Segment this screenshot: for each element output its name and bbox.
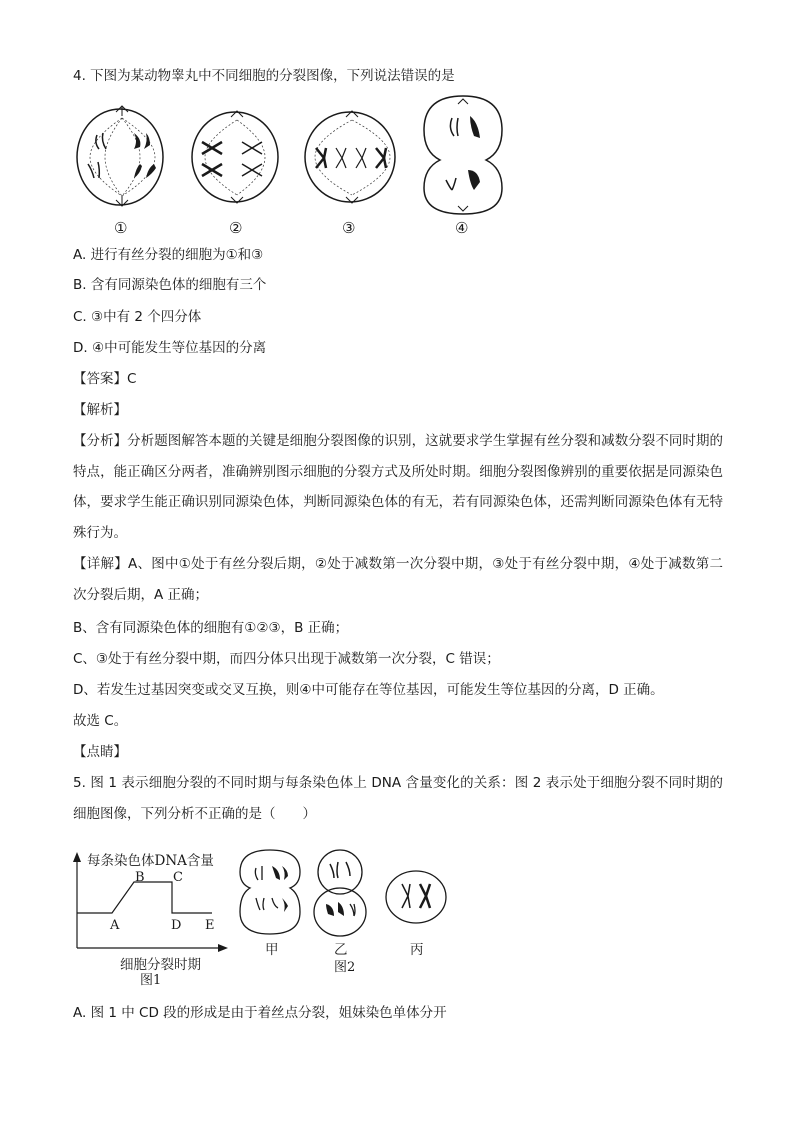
fig1-point-a: A xyxy=(110,918,120,933)
fig2-label-jia: 甲 xyxy=(265,942,279,958)
fig2-label-yi: 乙 xyxy=(334,942,348,958)
q4-option-d: D. ④中可能发生等位基因的分离 xyxy=(73,340,267,356)
q4-stem: 4. 下图为某动物睾丸中不同细胞的分裂图像，下列说法错误的是 xyxy=(73,68,455,84)
answer-line xyxy=(73,369,136,389)
explanation-d: D、若发生过基因突变或交叉互换，则④中可能存在等位基因，可能发生等位基因的分离，D 正确。 xyxy=(73,682,664,698)
cell-3-diagram xyxy=(305,111,395,203)
explanation-b: B、含有同源染色体的细胞有①②③，B 正确； xyxy=(73,620,349,636)
fig2-label-bing: 丙 xyxy=(410,942,424,958)
conclusion: 故选 C。 xyxy=(73,713,128,729)
fig1-point-c: C xyxy=(173,870,183,885)
cell-bing-diagram xyxy=(386,871,446,923)
figure-label-2: ② xyxy=(229,219,243,237)
cell-yi-diagram xyxy=(314,850,366,936)
figure-label-1: ① xyxy=(114,219,128,237)
xiangjie-paragraph xyxy=(73,549,723,610)
dianjing-tag: 【点睛】 xyxy=(73,744,127,760)
xiangjie-tag: 【详解】 xyxy=(73,556,129,572)
xiangjie-text: A、图中①处于有丝分裂后期，②处于减数第一次分裂中期，③处于有丝分裂中期，④处于减数第二次分裂后期，A 正确； xyxy=(73,556,723,603)
explanation-c: C、③处于有丝分裂中期，而四分体只出现于减数第一次分裂，C 错误； xyxy=(73,651,500,667)
fenxi-paragraph xyxy=(73,426,723,548)
figure-label-3: ③ xyxy=(342,219,356,237)
fig1-point-d: D xyxy=(171,918,182,933)
q4-option-c: C. ③中有 2 个四分体 xyxy=(73,309,202,325)
q4-option-a: A. 进行有丝分裂的细胞为①和③ xyxy=(73,247,264,263)
fig1-ylabel: 每条染色体DNA含量 xyxy=(87,853,214,869)
answer-tag: 【答案】 xyxy=(73,371,127,387)
fig1-point-e: E xyxy=(205,918,215,933)
cell-1-diagram xyxy=(77,106,163,206)
cell-4-diagram xyxy=(424,96,502,214)
cell-jia-diagram xyxy=(240,850,300,934)
answer-value: C xyxy=(127,371,137,387)
fig2-caption: 图2 xyxy=(334,960,356,975)
q4-option-b: B. 含有同源染色体的细胞有三个 xyxy=(73,277,267,293)
figure-label-4: ④ xyxy=(455,219,469,237)
q5-stem: 5. 图 1 表示细胞分裂的不同时期与每条染色体上 DNA 含量变化的关系：图 2 表示处于细胞分裂不同时期的细胞图像，下列分析不正确的是（ ） xyxy=(73,775,723,822)
fenxi-text: 分析题图解答本题的关键是细胞分裂图像的识别，这就要求学生掌握有丝分裂和减数分裂不同时期的特点，能正确区分两者，准确辨别图示细胞的分裂方式及所处时期。细胞分裂图像辨别的重要依据是同源染色体，要求学生能正确识别同源染色体，判断同源染色体的有无，若有同源染色体，还需判断同源染色体有无特殊行为。 xyxy=(73,433,724,541)
analysis-tag: 【解析】 xyxy=(73,402,127,418)
fig1-xlabel: 细胞分裂时期 xyxy=(120,957,201,973)
cell-2-diagram xyxy=(192,111,278,203)
fig1-point-b: B xyxy=(135,870,145,885)
fig1-caption: 图1 xyxy=(140,973,162,988)
fenxi-tag: 【分析】 xyxy=(73,433,128,449)
q5-option-a: A. 图 1 中 CD 段的形成是由于着丝点分裂，姐妹染色单体分开 xyxy=(73,1005,447,1021)
